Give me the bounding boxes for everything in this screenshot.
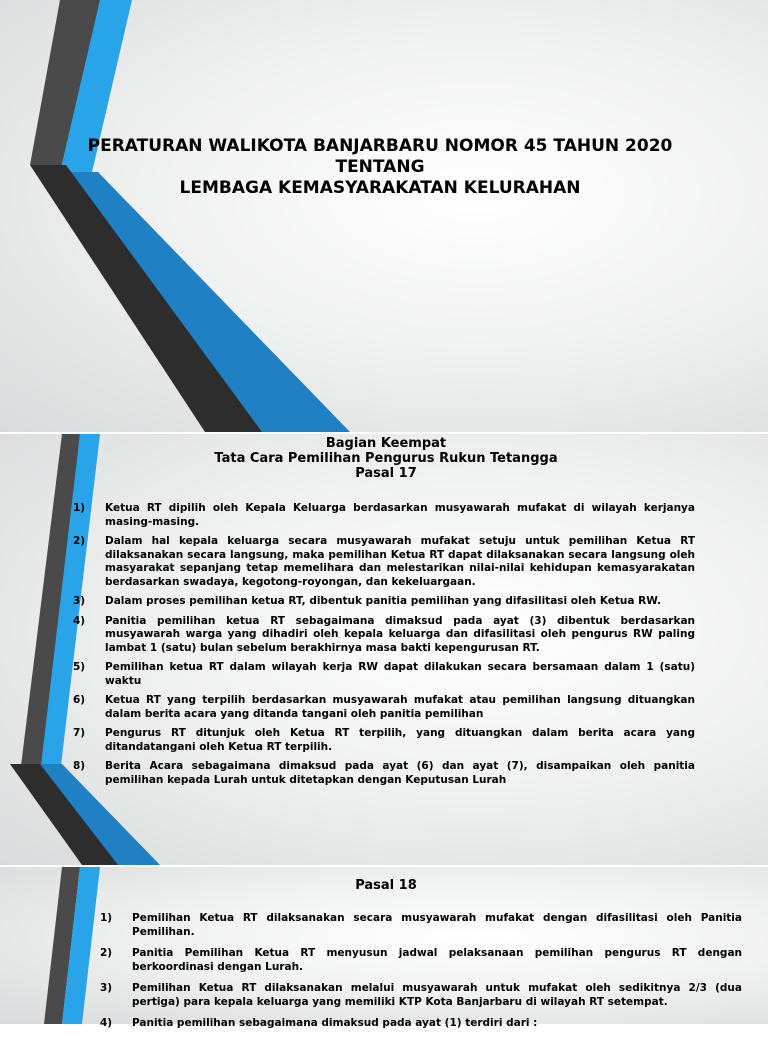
- document-title: [40, 136, 720, 199]
- item-number: 5): [73, 661, 86, 673]
- decorative-stripes: [0, 0, 768, 432]
- list-item: [73, 760, 695, 787]
- list-item: [73, 502, 695, 529]
- list-item: [73, 727, 695, 754]
- pasal-17-list: [73, 502, 695, 793]
- item-text: Pemilihan ketua RT dalam wilayah kerja RW dapat dilakukan secara bersamaan dalam 1 (satu) waktu: [105, 661, 695, 687]
- item-text: Pemilihan Ketua RT dilaksanakan melalui musyawarah untuk mufakat oleh sedikitnya 2/3 (dua pertiga) para kepala keluarga yang memiliki KTP Kota Banjarbaru di wilayah RT setempat.: [132, 982, 742, 1008]
- item-text: Panitia pemilihan sebagaimana dimaksud pada ayat (1) terdiri dari :: [132, 1017, 538, 1029]
- item-text: Pemilihan Ketua RT dilaksanakan secara musyawarah mufakat dengan difasilitasi oleh Panitia Pemilihan.: [132, 912, 742, 938]
- list-item: [73, 694, 695, 721]
- list-item: [73, 595, 695, 609]
- item-number: 6): [73, 694, 86, 706]
- item-number: 8): [73, 760, 86, 772]
- item-number: 2): [73, 535, 86, 547]
- list-item: [73, 661, 695, 688]
- heading-line: Tata Cara Pemilihan Pengurus Rukun Tetangga: [214, 451, 558, 466]
- dark-stripe-lower: [30, 165, 262, 432]
- item-text: Ketua RT yang terpilih berdasarkan musyawarah mufakat atau pemilihan langsung dituangkan dalam berita acara yang ditanda tangani oleh panitia pemilihan: [105, 694, 695, 720]
- item-number: 3): [100, 982, 113, 994]
- list-item: [100, 912, 742, 939]
- title-line: LEMBAGA KEMASYARAKATAN KELURAHAN: [179, 178, 581, 198]
- item-number: 1): [73, 502, 86, 514]
- heading-line: Pasal 18: [355, 878, 417, 893]
- item-text: Ketua RT dipilih oleh Kepala Keluarga berdasarkan musyawarah mufakat di wilayah kerjanya masing-masing.: [105, 502, 695, 528]
- item-text: Dalam proses pemilihan ketua RT, dibentuk panitia pemilihan yang difasilitasi oleh Ketua RW.: [105, 595, 661, 607]
- list-item: [100, 982, 742, 1009]
- heading-line: Bagian Keempat: [325, 436, 447, 451]
- item-number: 2): [100, 947, 113, 959]
- item-number: 4): [73, 614, 86, 627]
- item-number: 1): [100, 912, 113, 924]
- item-text: Panitia pemilihan ketua RT sebagaimana dimaksud pada ayat (3) dibentuk berdasarkan musyawarah warga yang dihadiri oleh kepala keluarga dan difasilitasi oleh pengurus RW paling lambat 1 (satu) bulan sebelum berakhirnya masa bakti kepengurusan RT.: [105, 614, 695, 654]
- heading-line: Pasal 17: [355, 466, 417, 481]
- slide-title: [0, 0, 768, 432]
- item-number: 7): [73, 727, 86, 739]
- list-item: [73, 535, 695, 589]
- item-text: Dalam hal kepala keluarga secara musyawarah mufakat setuju untuk pemilihan Ketua RT dilaksanakan secara langsung, maka pemilihan Ketua RT dapat dilaksanakan secara langsung oleh masyarakat sepanjang tetap memelihara dan melestarikan nilai-nilai kehidupan kemasyarakatan berdasarkan swadaya, kegotong-royongan, dan kekeluargaan.: [105, 535, 695, 588]
- list-item: [100, 947, 742, 974]
- section-heading: [80, 878, 692, 893]
- item-number: 4): [100, 1017, 113, 1029]
- list-item: [73, 615, 695, 656]
- pasal-18-list: [100, 912, 742, 1039]
- title-line: PERATURAN WALIKOTA BANJARBARU NOMOR 45 TAHUN 2020: [87, 136, 673, 156]
- item-text: Berita Acara sebagaimana dimaksud pada ayat (6) dan ayat (7), disampaikan oleh panitia pemilihan kepada Lurah untuk ditetapkan dengan Keputusan Lurah: [105, 760, 695, 786]
- title-line: TENTANG: [335, 157, 425, 177]
- item-number: 3): [73, 595, 86, 607]
- item-text: Pengurus RT ditunjuk oleh Ketua RT terpilih, yang dituangkan dalam berita acara yang ditandatangani oleh Ketua RT terpilih.: [105, 727, 695, 753]
- section-heading: [80, 436, 692, 481]
- item-text: Panitia Pemilihan Ketua RT menyusun jadwal pelaksanaan pemilihan pengurus RT dengan berkoordinasi dengan Lurah.: [132, 947, 742, 973]
